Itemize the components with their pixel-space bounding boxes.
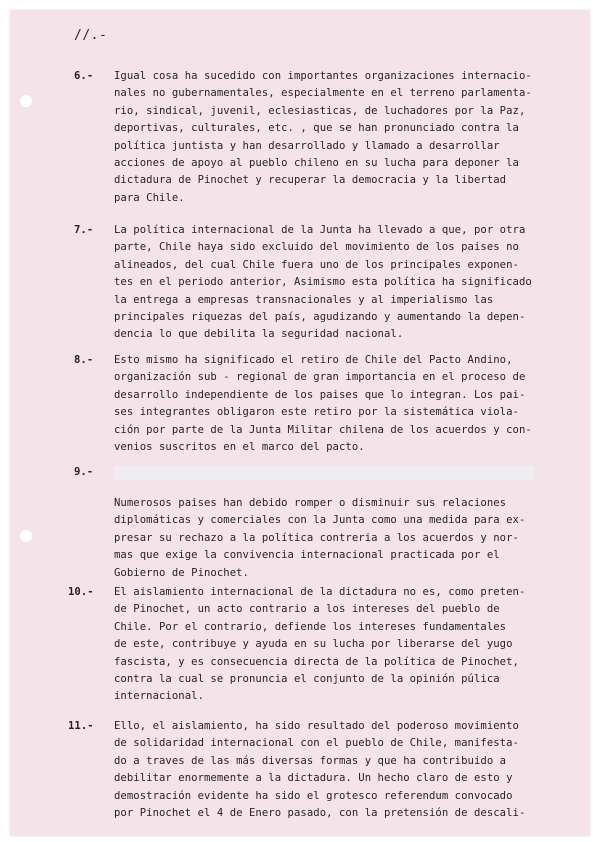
text-line: internacional. bbox=[114, 690, 204, 703]
text-line: para Chile. bbox=[114, 191, 185, 204]
text-line: do a traves de las más diversas formas y que ha contribuido a bbox=[114, 754, 507, 767]
text-line: ción por parte de la Junta Militar chilena de los acuerdos y con- bbox=[114, 423, 532, 436]
text-line: política juntista y han desarrollado y llamado a desarrollar bbox=[114, 139, 500, 152]
text-line: dictadura de Pinochet y recuperar la democracia y la libertad bbox=[114, 174, 507, 187]
text-line: Numerosos paises han debido romper o disminuir sus relaciones bbox=[114, 497, 507, 509]
paragraph-item-6 bbox=[74, 68, 590, 207]
text-line: alineados, del cual Chile fuera uno de los principales exponen- bbox=[114, 258, 519, 271]
text-line: rio, sindical, juvenil, eclesiasticas, de luchadores por la Paz, bbox=[114, 104, 526, 117]
text-line: diplomáticas y comerciales con la Junta como una medida para ex- bbox=[114, 514, 526, 527]
item-number: 10.- bbox=[68, 586, 94, 598]
text-line: principales riquezas del país, agudizando y aumentando la depen- bbox=[114, 310, 526, 323]
text-line: venios suscritos en el marco del pacto. bbox=[114, 440, 365, 453]
text-line: La política internacional de la Junta ha llevado a que, por otra bbox=[114, 224, 526, 236]
text-line: por Pinochet el 4 de Enero pasado, con la pretensión de descali- bbox=[114, 806, 526, 819]
text-line: tes en el periodo anterior, Asimismo esta política ha significado bbox=[114, 276, 532, 289]
text-line: contra la cual se pronuncia el conjunto de la opinión púlica bbox=[114, 672, 500, 685]
item-number: 7.- bbox=[74, 224, 94, 236]
text-line: de este, contribuye y ayuda en su lucha por liberarse del yugo bbox=[114, 638, 513, 651]
text-line: parte, Chile haya sido excluido del movimiento de los paises no bbox=[114, 241, 519, 254]
text-line: Chile. Por el contrario, defiende los intereses fundamentales bbox=[114, 620, 507, 633]
text-line: mas que exige la convivencia internacional practicada por el bbox=[114, 549, 500, 562]
punch-hole bbox=[20, 530, 32, 542]
text-line: Esto mismo ha significado el retiro de Chile del Pacto Andino, bbox=[114, 354, 513, 366]
text-line: presar su rechazo a la política contreria a los acuerdos y nor- bbox=[114, 531, 519, 544]
document-page bbox=[10, 10, 590, 836]
text-line: fascista, y es consecuencia directa de la política de Pinochet, bbox=[114, 655, 519, 668]
text-line: deportivas, culturales, etc. , que se han pronunciado contra la bbox=[114, 122, 519, 135]
page-number: //.- bbox=[74, 28, 108, 43]
item-number: 6.- bbox=[74, 70, 94, 82]
text-line: nales no gubernamentales, especialmente en el terreno parlamenta- bbox=[114, 87, 532, 100]
paragraph-item-10 bbox=[68, 584, 590, 706]
punch-hole bbox=[20, 95, 32, 107]
redacted-line bbox=[114, 466, 534, 480]
text-line: desarrollo independiente de los paises que lo integran. Los pai- bbox=[114, 388, 526, 401]
text-line: Gobierno de Pinochet. bbox=[114, 566, 249, 579]
paragraph-item-9 bbox=[74, 495, 590, 582]
text-line: El aislamiento internacional de la dictadura no es, como preten- bbox=[114, 586, 526, 598]
text-line: Igual cosa ha sucedido con importantes organizaciones internacio- bbox=[114, 70, 532, 82]
paragraph-item-11 bbox=[68, 718, 590, 822]
paragraph-item-7 bbox=[74, 222, 590, 344]
text-line: dencia lo que debilita la seguridad nacional. bbox=[114, 328, 404, 341]
text-line: debilitar enormemente a la dictadura. Un hecho claro de esto y bbox=[114, 772, 513, 785]
text-line: ses integrantes obligaron este retiro por la sistemática viola- bbox=[114, 406, 519, 419]
text-line: Ello, el aislamiento, ha sido resultado del poderoso movimiento bbox=[114, 720, 519, 732]
item-number: 11.- bbox=[68, 720, 94, 732]
text-line: la entrega a empresas transnacionales y al imperialismo las bbox=[114, 293, 494, 306]
item-number: 8.- bbox=[74, 354, 94, 366]
text-line: de solidaridad internacional con el pueblo de Chile, manifesta- bbox=[114, 737, 519, 750]
text-line: organización sub - regional de gran importancia en el proceso de bbox=[114, 371, 526, 384]
text-line: acciones de apoyo al pueblo chileno en su lucha para deponer la bbox=[114, 156, 519, 169]
item-number: 9.- bbox=[74, 466, 94, 478]
text-line: demostración evidente ha sido el grotesco referendum convocado bbox=[114, 789, 513, 802]
text-line: de Pinochet, un acto contrario a los intereses del pueblo de bbox=[114, 603, 500, 616]
paragraph-item-8 bbox=[74, 352, 590, 456]
